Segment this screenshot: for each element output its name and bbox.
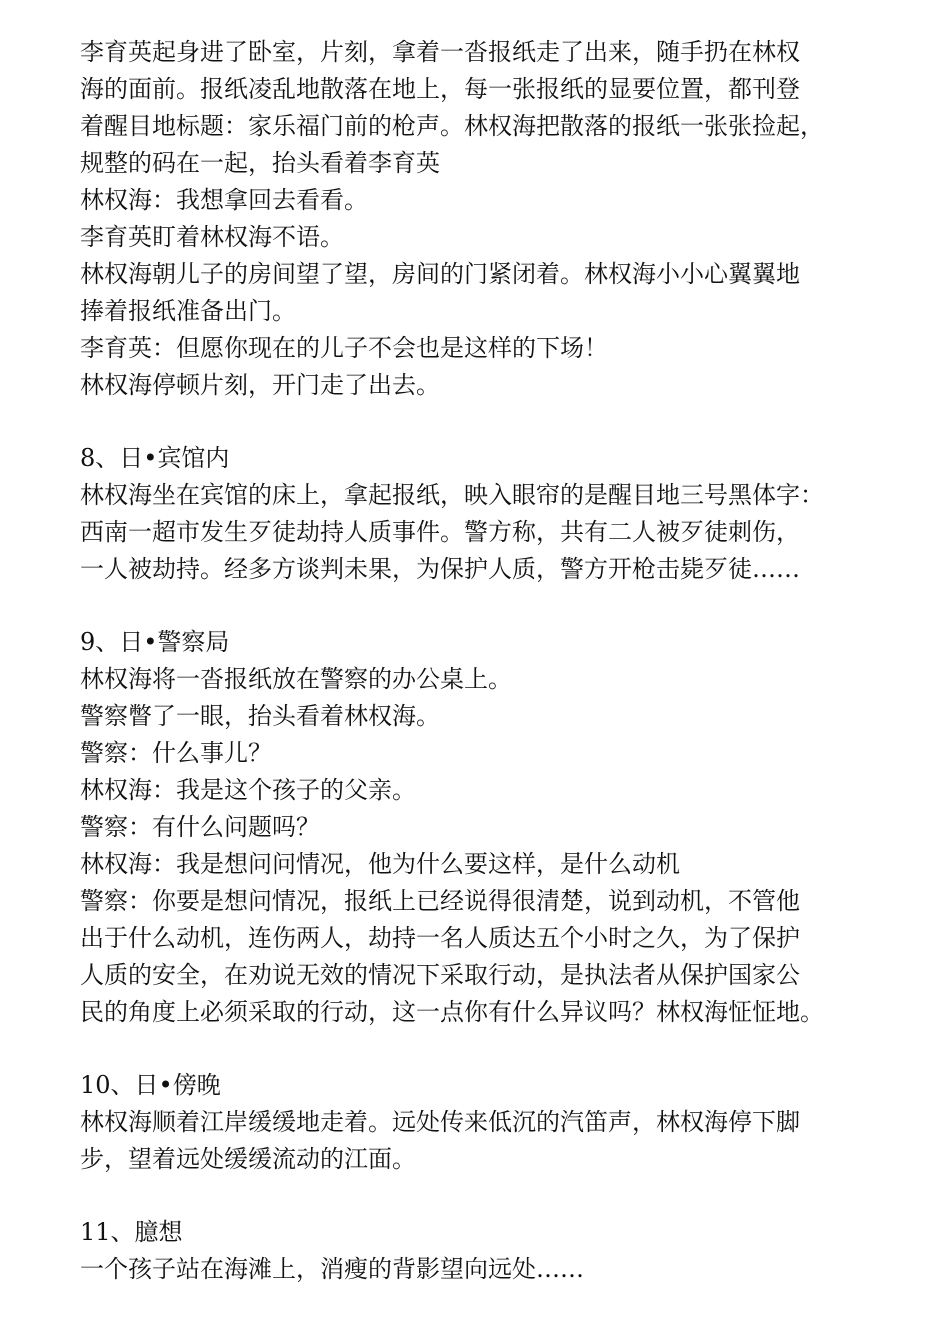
text-line: 一人被劫持。经多方谈判未果，为保护人质，警方开枪击毙歹徒…… <box>80 555 800 583</box>
script-paragraph <box>80 846 870 883</box>
text-line: 9、日•警察局 <box>80 628 230 656</box>
script-paragraph <box>80 330 870 367</box>
script-paragraph <box>80 219 870 256</box>
text-line: 林权海停顿片刻，开门走了出去。 <box>80 371 440 399</box>
text-line: 捧着报纸准备出门。 <box>80 297 296 325</box>
text-line: 海的面前。报纸凌乱地散落在地上，每一张报纸的显要位置，都刊登 <box>80 75 800 103</box>
script-paragraph <box>80 1251 870 1288</box>
script-paragraph <box>80 809 870 846</box>
script-paragraph <box>80 477 870 588</box>
text-line: 警察：你要是想问情况，报纸上已经说得很清楚，说到动机，不管他 <box>80 887 800 915</box>
text-line: 林权海将一沓报纸放在警察的办公桌上。 <box>80 665 512 693</box>
text-line: 李育英：但愿你现在的儿子不会也是这样的下场！ <box>80 334 608 362</box>
script-paragraph <box>80 182 870 219</box>
text-line: 林权海坐在宾馆的床上，拿起报纸，映入眼帘的是醒目地三号黑体字： <box>80 481 824 509</box>
text-line: 林权海朝儿子的房间望了望，房间的门紧闭着。林权海小小心翼翼地 <box>80 260 800 288</box>
text-line: 8、日•宾馆内 <box>80 444 230 472</box>
text-line: 规整的码在一起，抬头看着李育英 <box>80 149 440 177</box>
text-line: 着醒目地标题：家乐福门前的枪声。林权海把散落的报纸一张张捡起， <box>80 112 824 140</box>
scene-heading <box>80 1067 870 1104</box>
script-paragraph <box>80 1104 870 1178</box>
script-paragraph <box>80 256 870 330</box>
text-line: 李育英起身进了卧室，片刻，拿着一沓报纸走了出来，随手扔在林权 <box>80 38 800 66</box>
script-paragraph <box>80 698 870 735</box>
text-line: 民的角度上必须采取的行动，这一点你有什么异议吗？林权海怔怔地。 <box>80 998 824 1026</box>
script-paragraph <box>80 735 870 772</box>
scene-heading <box>80 624 870 661</box>
text-line: 林权海：我想拿回去看看。 <box>80 186 368 214</box>
document-page <box>80 34 870 1288</box>
scene-heading <box>80 440 870 477</box>
script-paragraph <box>80 772 870 809</box>
text-line: 步，望着远处缓缓流动的江面。 <box>80 1145 416 1173</box>
scene-heading <box>80 1214 870 1251</box>
text-line: 西南一超市发生歹徒劫持人质事件。警方称，共有二人被歹徒刺伤， <box>80 518 800 546</box>
text-line: 11、臆想 <box>80 1218 183 1246</box>
script-paragraph <box>80 34 870 182</box>
text-line: 警察：有什么问题吗？ <box>80 813 320 841</box>
text-line: 警察瞥了一眼，抬头看着林权海。 <box>80 702 440 730</box>
script-paragraph <box>80 367 870 404</box>
text-line: 林权海顺着江岸缓缓地走着。远处传来低沉的汽笛声，林权海停下脚 <box>80 1108 800 1136</box>
script-paragraph <box>80 883 870 1031</box>
text-line: 警察：什么事儿？ <box>80 739 272 767</box>
text-line: 一个孩子站在海滩上，消瘦的背影望向远处…… <box>80 1255 584 1283</box>
text-line: 10、日•傍晚 <box>80 1071 221 1099</box>
text-line: 出于什么动机，连伤两人，劫持一名人质达五个小时之久，为了保护 <box>80 924 800 952</box>
text-line: 林权海：我是这个孩子的父亲。 <box>80 776 416 804</box>
text-line: 李育英盯着林权海不语。 <box>80 223 344 251</box>
script-paragraph <box>80 661 870 698</box>
text-line: 林权海：我是想问问情况，他为什么要这样，是什么动机 <box>80 850 680 878</box>
text-line: 人质的安全，在劝说无效的情况下采取行动，是执法者从保护国家公 <box>80 961 800 989</box>
